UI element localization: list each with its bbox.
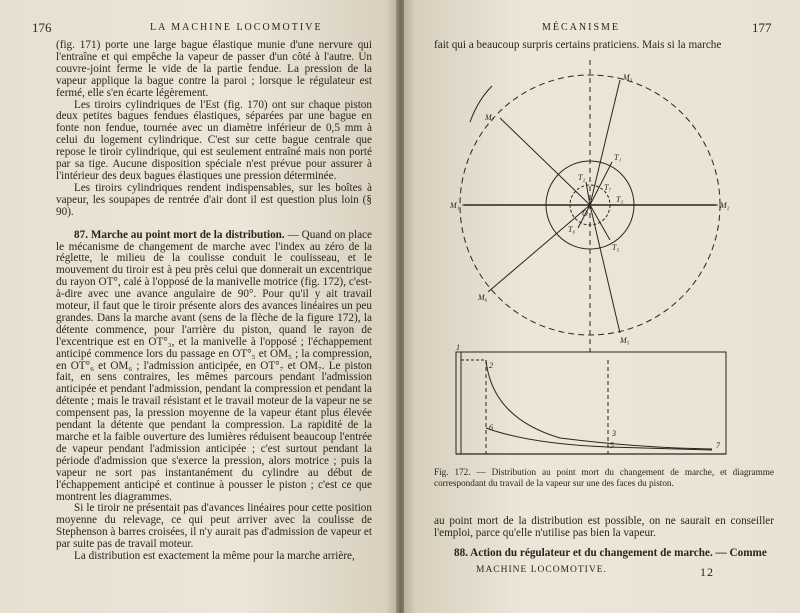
- pv-label-2: 2: [489, 361, 493, 370]
- pv-return-curve: [486, 428, 712, 450]
- label-m5: M₅: [620, 336, 630, 345]
- radius-t5: [590, 205, 610, 240]
- radius-m5: [590, 205, 620, 333]
- label-m1: M₁: [450, 201, 460, 210]
- paragraph: La distribution est exactement la même pour la marche arrière,: [74, 550, 355, 563]
- paragraph: Les tiroirs cylindriques rendent indispensables, sur les boîtes à vapeur, les soupapes de rentrée d'air dont il est question plus loin (§ 90).: [56, 181, 372, 218]
- left-running-head: LA MACHINE LOCOMOTIVE: [150, 22, 323, 33]
- label-t5: T₅: [612, 243, 620, 252]
- label-m2: M₂: [720, 201, 730, 210]
- pv-label-7: 7: [716, 441, 720, 450]
- signature-mark: MACHINE LOCOMOTIVE.: [476, 565, 607, 575]
- right-continuation: au point mort de la distribution est possible, on ne saurait en conseiller l'emploi, parce qu'elle n'utilise pas bien la vapeur.: [434, 515, 774, 539]
- label-t2: T₂: [578, 173, 586, 182]
- paragraph: (fig. 171) porte une large bague élastique munie d'une nervure qui l'entraîne et qui empêche la vapeur de passer d'un côté à l'autre. Un couvre-joint ferme le vide de la partie fendue. La pression de la vapeur applique la bague contre la paroi ; lorsque le régulateur est fermé, elle s'en écarte légèrement.: [56, 39, 372, 99]
- pv-diagram-frame: [456, 352, 726, 454]
- label-o: O: [582, 209, 588, 218]
- right-top-line: fait qui a beaucoup surpris certains praticiens. Mais si la marche: [434, 39, 722, 51]
- pv-label-6: 6: [489, 423, 493, 432]
- signature-number: 12: [700, 565, 714, 579]
- label-t6: T₆: [568, 225, 576, 234]
- label-m3: M₃: [623, 73, 633, 82]
- left-page-number: 176: [32, 20, 52, 35]
- label-m6: M₆: [478, 293, 488, 302]
- radius-m7: [500, 118, 590, 205]
- label-t3: T₃: [616, 195, 624, 204]
- right-running-head: MÉCANISME: [542, 22, 621, 33]
- paragraph: Les tiroirs cylindriques de l'Est (fig. 170) ont sur chaque piston deux petites bagues fendues élastiques, séparées par une bague en fonte non fendue, tournée avec un diamètre inférieur de 0,5 mm à celui du logement cylindrique. C'est sur cette bague centrale que repose le tiroir cylindrique, qui est seulement entraîné mais non porté par sa tige. Aucune disposition spéciale n'est prévue pour assurer à l'intérieur des deux bagues élastiques une pression déterminée.: [56, 98, 372, 182]
- paragraph: Si le tiroir ne présentait pas d'avances linéaires pour cette position moyenne du relevage, ce qui peut arriver avec la coulisse de Stephenson à barres croisées, il n'y aurait pas d'admission de vapeur et par suite pas de travail moteur.: [56, 502, 372, 551]
- pv-expansion-curve: [486, 360, 712, 449]
- figure-caption: Fig. 172. — Distribution au point mort du changement de marche, et diagramme correspondant du travail de la vapeur sur une des faces du piston.: [434, 467, 774, 488]
- label-t7: T₇: [604, 183, 612, 192]
- section-88-title: 88. Action du régulateur et du changement de marche. — Comme: [454, 547, 767, 559]
- section-87-title: 87. Marche au point mort de la distribution.: [74, 228, 285, 241]
- paragraph: — Quand on place le mécanisme de changement de marche avec l'index au zéro de la réglette, le milieu de la coulisse conduit le coulisseau, et le mouvement du tiroir est à peu près celui que donnerait un excentrique du rayon OT°, calé à l'opposé de la manivelle motrice (fig. 172), c'est-à-dire avec une avance angulaire de 90°. Pour qu'il y ait travail moteur, il faut que le tiroir présente alors des avances linéaires un peu grandes. Dans la marche avant (sens de la flèche de la figure 172), la détente commence, pour l'arrière du piston, quand le rayon de l'excentrique est en OT°₃, et la manivelle à l'opposé ; l'échappement anticipé commence lors du passage en OT°₅ et OM₅ ; la compression, en OT°₆ et OM₆ ; l'admission anticipée, en OT°₇ et OM₇. Le piston fait, en sens contraires, les mêmes parcours pendant l'admission anticipée et pendant l'admission, pendant la compression et pendant la détente ; mais le travail résistant et le travail moteur de la vapeur ne se compensent pas, la pression moyenne de la vapeur étant plus élevée pendant la détente que pendant la compression. La rapidité de la marche et la faible ouverture des lumières réduisent beaucoup l'entrée de vapeur pendant l'admission anticipée ; c'est surtout pendant la période d'admission que s'exerce la pression, alors motrice ; puis la vapeur ne sort pas instantanément du cylindre au début de l'échappement anticipé et continue à pousser le piston ; c'est ce que montrent les diagrammes.: [56, 228, 372, 503]
- pv-label-5: 5: [610, 441, 614, 450]
- pv-label-3: 3: [612, 429, 616, 438]
- right-page-number: 177: [752, 20, 772, 35]
- radius-m6: [488, 205, 590, 292]
- pv-label-1: 1: [456, 343, 460, 352]
- label-m7: M₇: [485, 113, 495, 122]
- label-t1: T₁: [614, 153, 622, 162]
